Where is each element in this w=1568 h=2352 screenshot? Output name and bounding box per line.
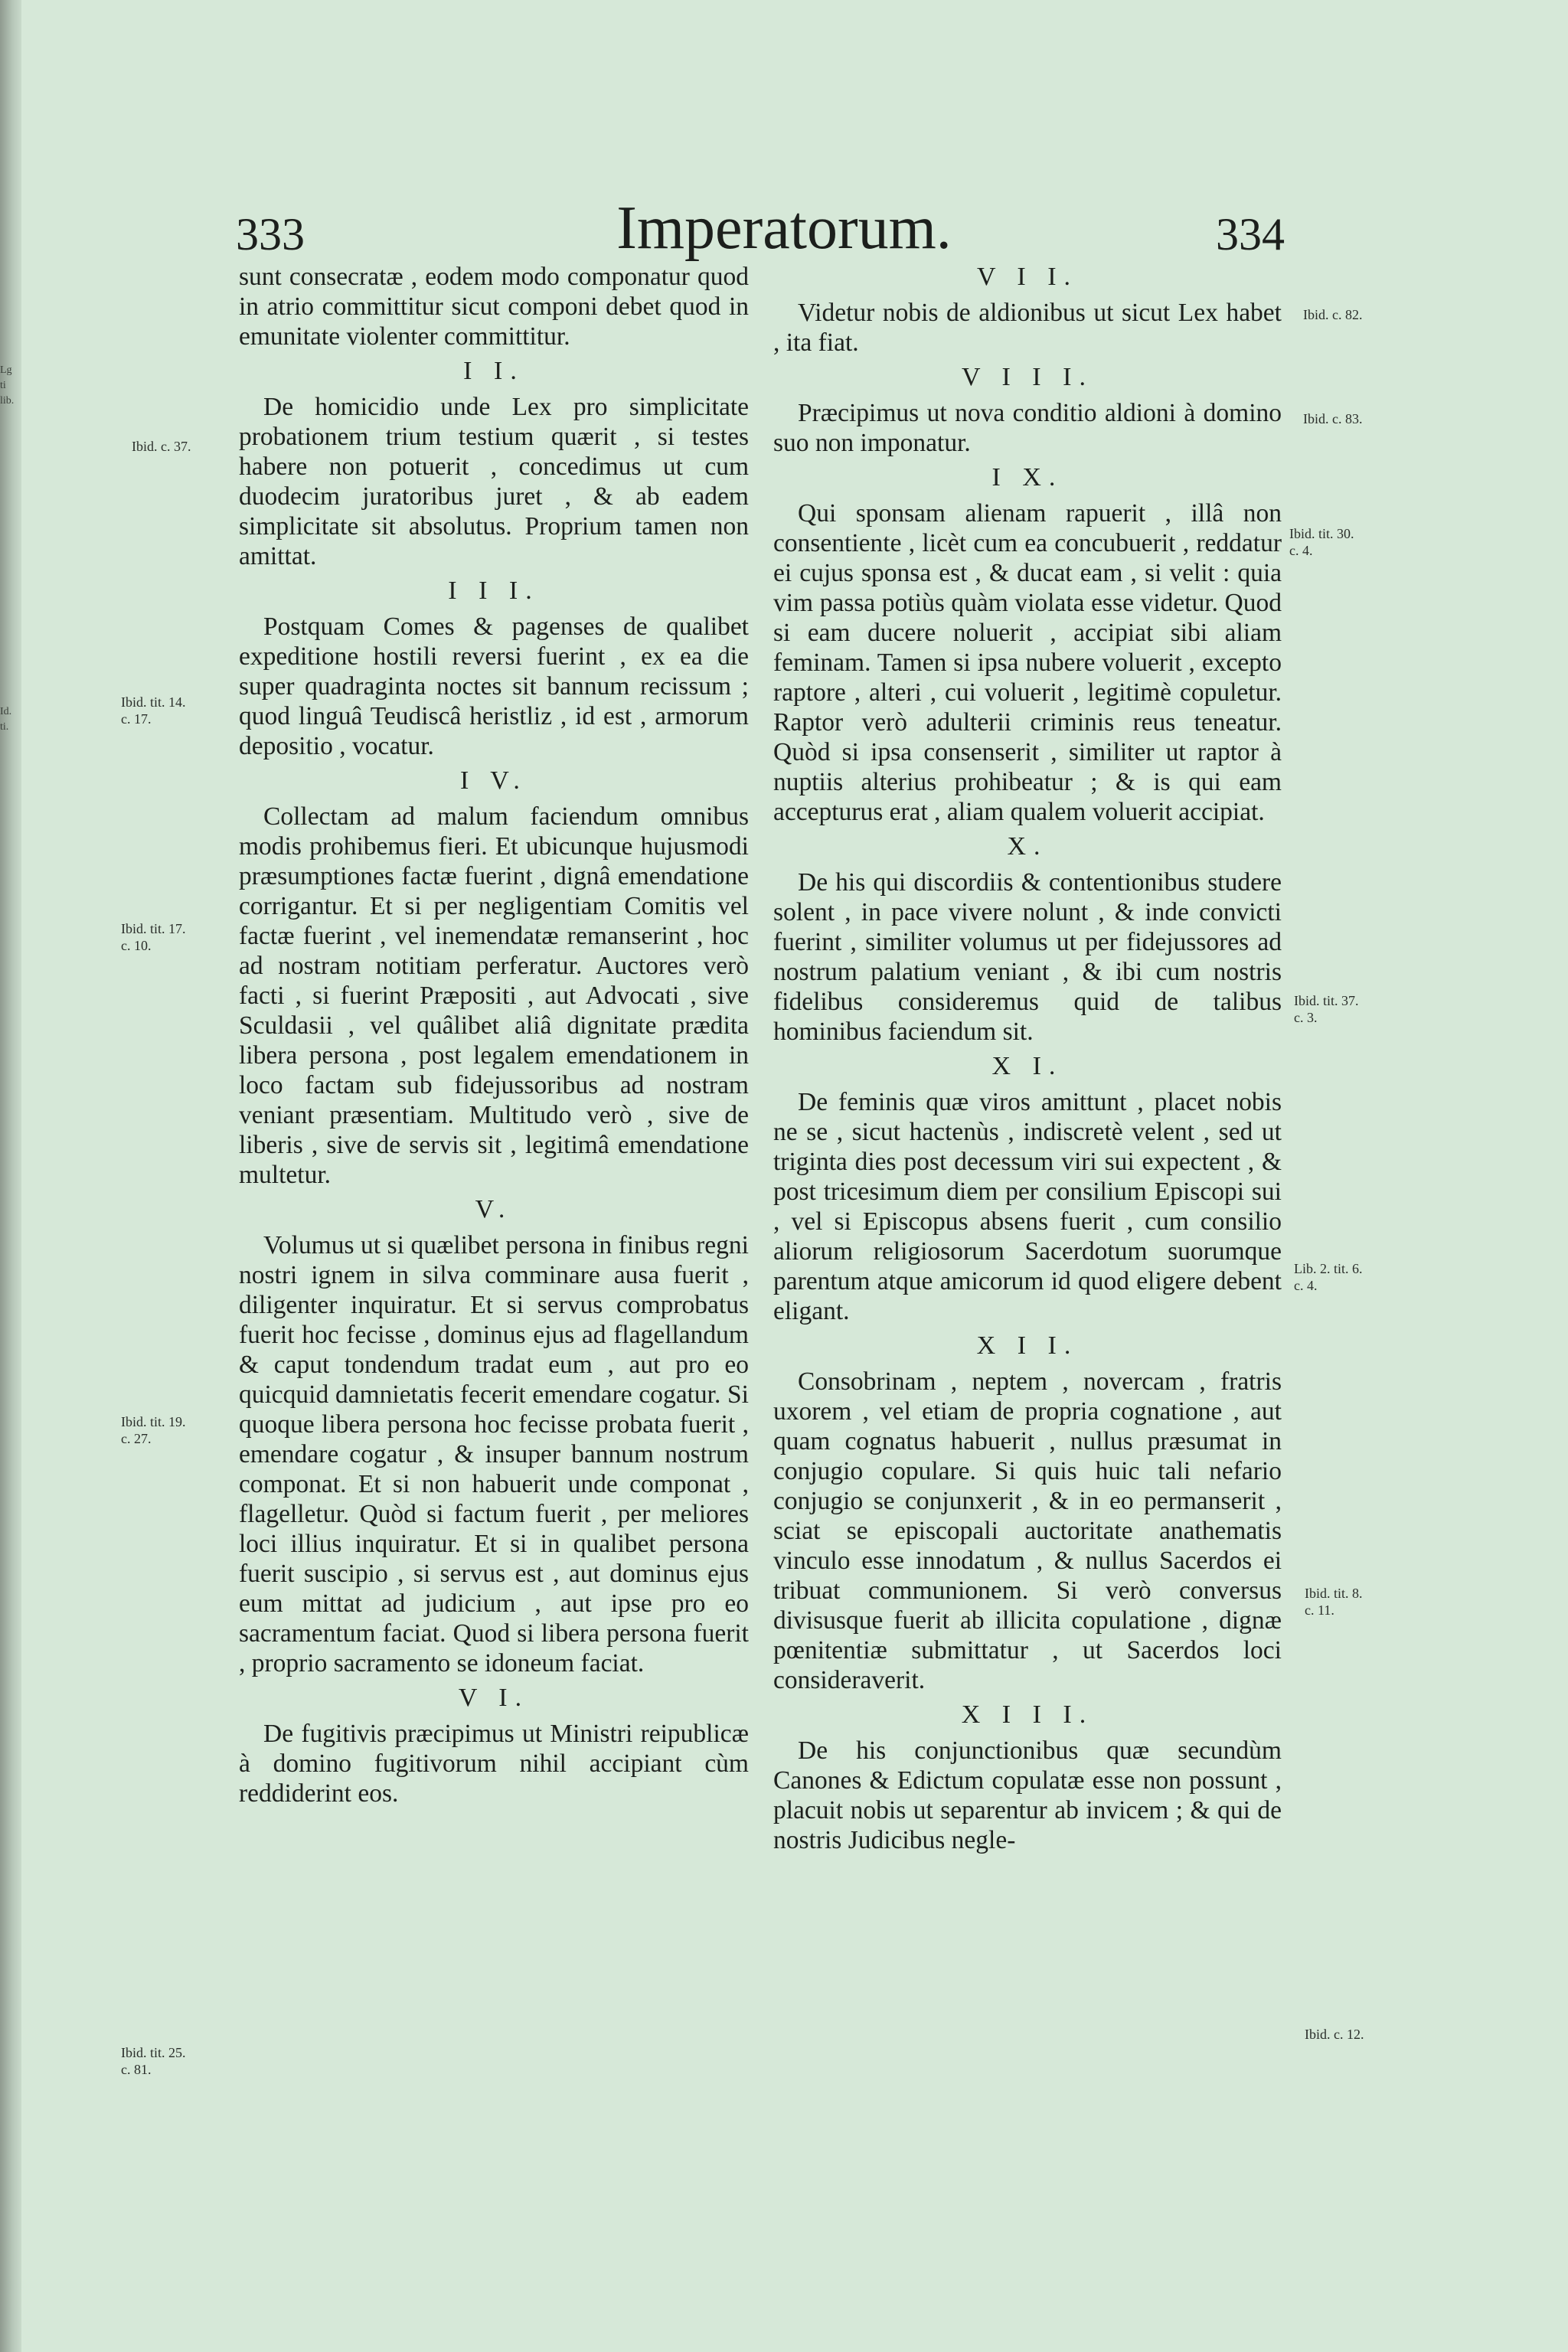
paragraph: De his conjunctionibus quæ secundùm Canones & Edictum copulatæ esse non possunt , placuit nobis ut separentur ab invicem ; & qui de nostris Judicibus negle- xyxy=(773,1736,1282,1854)
gutter-fragment: Id. xyxy=(0,706,12,717)
paragraph: De feminis quæ viros amittunt , placet nobis ne se , sicut hactenùs , indiscretè velent , sed ut triginta dies post decessum viri sui expectent , & post tricesimum diem per consilium Episcopi sui , vel si Episcopus absens fuerit , cum consilio aliorum religiosorum Sacerdotum suorumque parentum atque amicorum id quod eligere debent eligant. xyxy=(773,1088,1282,1325)
gutter-fragment: ti. xyxy=(0,721,9,733)
margin-note: Ibid. tit. 8. c. 11. xyxy=(1305,1586,1363,1618)
right-column xyxy=(773,262,1282,1855)
margin-note: Ibid. c. 12. xyxy=(1305,2027,1364,2042)
running-header xyxy=(0,190,1568,266)
section-heading: V I. xyxy=(458,1684,530,1712)
binding-gutter xyxy=(0,0,21,2352)
section-heading: X I I I. xyxy=(961,1700,1094,1729)
paragraph: De his qui discordiis & contentionibus studere solent , in pace vivere nolunt , & inde convicti fuerint , similiter volumus ut per fidejussores ad nostrum palatium veniant , & ibi cum nostris fidelibus consideremus quid de talibus hominibus faciendum sit. xyxy=(773,868,1282,1046)
margin-note: Ibid. c. 83. xyxy=(1303,411,1363,426)
section-heading: X I. xyxy=(991,1052,1063,1080)
paragraph: Qui sponsam alienam rapuerit , illâ non consentiente , licèt cum ea concubuerit , reddatur ei cujus sponsa est , & ducat eam , si velit : quia vim passa potiùs quàm violata esse videtur. Quod si eam ducere noluerit , accipiat sibi aliam feminam. Tamen si ipsa nubere voluerit , excepto raptore , alteri , cui voluerit , legitimè copuletur. Raptor verò adulterii criminis reus teneatur. Quòd si ipsa consenserit , similiter ut raptor à nuptiis alterius prohibeatur ; & is qui eam accepturus erat , aliam qualem voluerit accipiat. xyxy=(773,499,1282,826)
running-title: Imperatorum. xyxy=(616,194,952,262)
margin-note: Ibid. tit. 37. c. 3. xyxy=(1294,993,1359,1025)
gutter-fragment: Lg xyxy=(0,364,12,376)
section-heading: V. xyxy=(475,1195,513,1223)
paragraph: De homicidio unde Lex pro simplicitate probationem trium testium quærit , si testes habere non potuerit , concedimus ut cum duodecim juratoribus juret , & ab eadem simplicitate sit absolutus. Proprium tamen non amittat. xyxy=(239,393,749,570)
paragraph: Consobrinam , neptem , novercam , fratris uxorem , vel etiam de propria cognatione , aut quam cognatus habuerit , nullus præsumat in conjugio copulare. Si quis huic tali nefario conjugio se conjunxerit , & in eo permanserit , sciat se episcopali auctoritate anathematis vinculo esse innodatum , & nullus Sacerdos ei tribuat communionem. Si verò conversus divisusque fuerit ab illicita copulatione , dignæ pœnitentiæ submittatur , ut Sacerdos loci consideraverit. xyxy=(773,1367,1282,1694)
paragraph: Postquam Comes & pagenses de qualibet expeditione hostili reversi fuerint , ex ea die super quadraginta noctes sit bannum recissum ; quod linguâ Teudiscâ heristliz , id est , armorum depositio , vocatur. xyxy=(239,612,749,760)
section-heading: V I I I. xyxy=(962,363,1093,391)
page-number-left: 333 xyxy=(236,209,305,260)
margin-note: Ibid. tit. 25. c. 81. xyxy=(121,2045,186,2077)
margin-note: Ibid. c. 82. xyxy=(1303,307,1363,322)
margin-note: Ibid. tit. 17. c. 10. xyxy=(121,921,186,953)
section-heading: I X. xyxy=(991,463,1063,492)
page-number-right: 334 xyxy=(1216,209,1285,260)
gutter-fragment: ti xyxy=(0,380,6,391)
margin-note: Ibid. tit. 19. c. 27. xyxy=(121,1414,186,1446)
margin-note: Ibid. tit. 14. c. 17. xyxy=(121,694,186,727)
paragraph: Præcipimus ut nova conditio aldioni à domino suo non imponatur. xyxy=(773,399,1282,457)
section-heading: I I I. xyxy=(448,577,540,605)
margin-note: Ibid. tit. 30. c. 4. xyxy=(1289,526,1354,558)
section-heading: X. xyxy=(1007,832,1048,861)
margin-note: Lib. 2. tit. 6. c. 4. xyxy=(1294,1261,1363,1293)
section-heading: V I I. xyxy=(976,263,1079,291)
paragraph: Volumus ut si quælibet persona in finibus regni nostri ignem in silva comminare ausa fuerit , diligenter inquiratur. Et si servus comprobatus fuerit hoc fecisse , dominus ejus ad flagellandum & caput tondendum tradat eum , aut pro eo quicquid damnietatis fecerit emendare cogatur. Si quoque libera persona hoc fecisse probata fuerit , emendare cogatur , & insuper bannum nostrum componat. Et si non habuerit unde componat , flagelletur. Quòd si factum fuerit , per meliores loci illius inquiratur. Et si in qualibet persona fuerit suscipio , si servus est , aut dominus ejus eum mittat ad judicium , aut ipse pro eo sacramentum faciat. Quod si libera persona fuerit , proprio sacramento se idoneum faciat. xyxy=(239,1231,749,1677)
paragraph: De fugitivis præcipimus ut Ministri reipublicæ à domino fugitivorum nihil accipiant cùm reddiderint eos. xyxy=(239,1720,749,1808)
paragraph: sunt consecratæ , eodem modo componatur quod in atrio committitur sicut componi debet quod in emunitate violenter committitur. xyxy=(239,263,749,351)
section-heading: X I I. xyxy=(976,1331,1079,1360)
margin-note: Ibid. c. 37. xyxy=(132,439,191,454)
gutter-fragment: lib. xyxy=(0,395,15,407)
left-column xyxy=(239,262,749,1808)
section-heading: I I. xyxy=(463,357,524,385)
paragraph: Videtur nobis de aldionibus ut sicut Lex habet , ita fiat. xyxy=(773,299,1282,357)
section-heading: I V. xyxy=(460,766,528,795)
paragraph: Collectam ad malum faciendum omnibus modis prohibemus fieri. Et ubicunque hujusmodi præsumptiones factæ fuerint , dignâ emendatione corrigantur. Et si per negligentiam Comitis vel factæ fuerint , vel inemendatæ remanserint , hoc ad nostram notitiam perferatur. Auctores verò facti , si fuerint Præpositi , aut Advocati , sive Sculdasii , vel quâlibet aliâ dignitate prædita libera persona , post legalem emendationem in loco factam sub fidejussoribus ad nostram veniant præsentiam. Multitudo verò , sive de liberis , sive de servis sit , legitimâ emendatione multetur. xyxy=(239,802,749,1189)
